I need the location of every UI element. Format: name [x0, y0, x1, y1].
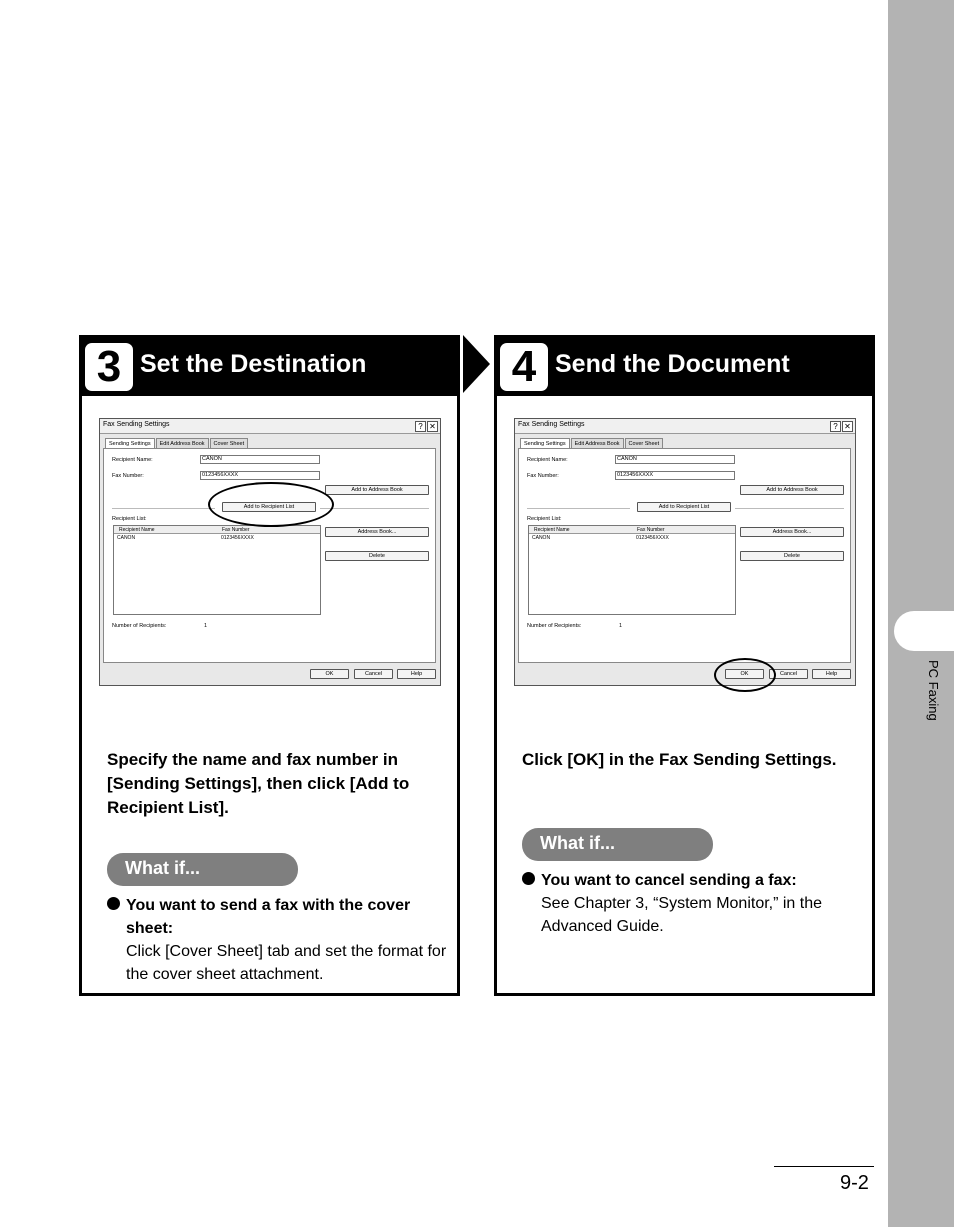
- step-3-whatif-badge: [107, 853, 298, 886]
- bullet-heading: You want to send a fax with the cover sheet:: [126, 897, 411, 937]
- step-arrow-icon: [463, 335, 490, 393]
- highlight-ellipse: [714, 658, 776, 692]
- tab-sending-settings[interactable]: Sending Settings: [520, 438, 570, 449]
- chapter-tab: [894, 611, 954, 651]
- step-3-instruction: Specify the name and fax number in [Sending Settings], then click [Add to Recipient List].: [107, 750, 410, 817]
- cancel-button[interactable]: Cancel: [354, 669, 393, 679]
- step-3-bullet: [107, 894, 447, 986]
- divider: [320, 508, 429, 509]
- delete-button[interactable]: Delete: [325, 551, 429, 561]
- recipient-list[interactable]: [113, 525, 321, 615]
- tab-edit-address-book[interactable]: Edit Address Book: [571, 438, 624, 449]
- list-header: [529, 526, 735, 534]
- row-fax-number: 0123456XXXX: [221, 535, 254, 541]
- address-book-button[interactable]: Address Book...: [325, 527, 429, 537]
- bullet-body: See Chapter 3, “System Monitor,” in the Advanced Guide.: [541, 895, 823, 935]
- recipient-name-input[interactable]: CANON: [615, 455, 735, 464]
- tab-edit-address-book[interactable]: Edit Address Book: [156, 438, 209, 449]
- row-recipient-name: CANON: [117, 535, 136, 541]
- add-to-recipient-list-button[interactable]: Add to Recipient List: [637, 502, 731, 512]
- dialog-title: Fax Sending Settings: [103, 421, 170, 428]
- delete-button[interactable]: Delete: [740, 551, 844, 561]
- step-3-number: 3: [85, 343, 133, 391]
- col-recipient-name[interactable]: Recipient Name: [534, 527, 570, 533]
- help-icon[interactable]: ?: [415, 421, 426, 432]
- dialog-title: Fax Sending Settings: [518, 421, 585, 428]
- step-4-header: [497, 338, 872, 396]
- fax-settings-dialog-step3: [99, 418, 441, 686]
- num-recipients-value: 1: [204, 623, 208, 629]
- divider: [735, 508, 844, 509]
- step-4-whatif-badge: [522, 828, 713, 861]
- fax-number-label: Fax Number:: [112, 473, 144, 479]
- bullet-icon: [107, 897, 120, 910]
- cancel-button[interactable]: Cancel: [769, 669, 808, 679]
- page-number-rule: [774, 1166, 874, 1167]
- step-4-instruction: Click [OK] in the Fax Sending Settings.: [522, 750, 837, 769]
- step-4-bullet: [522, 869, 862, 938]
- col-recipient-name[interactable]: Recipient Name: [119, 527, 155, 533]
- col-fax-number[interactable]: Fax Number: [222, 527, 250, 533]
- fax-number-input[interactable]: 0123456XXXX: [200, 471, 320, 480]
- close-icon[interactable]: ✕: [427, 421, 438, 432]
- recipient-name-input[interactable]: CANON: [200, 455, 320, 464]
- step-3-title: Set the Destination: [140, 350, 367, 378]
- num-recipients-label: Number of Recipients:: [112, 623, 167, 629]
- tab-cover-sheet[interactable]: Cover Sheet: [210, 438, 249, 449]
- close-icon[interactable]: ✕: [842, 421, 853, 432]
- recipient-name-label: Recipient Name:: [112, 457, 153, 463]
- table-row[interactable]: [529, 535, 735, 542]
- list-header: [114, 526, 320, 534]
- divider: [112, 508, 215, 509]
- fax-number-label: Fax Number:: [527, 473, 559, 479]
- table-row[interactable]: [114, 535, 320, 542]
- num-recipients-value: 1: [619, 623, 623, 629]
- tab-sending-settings[interactable]: Sending Settings: [105, 438, 155, 449]
- step-3-header: [82, 338, 457, 396]
- help-button[interactable]: Help: [397, 669, 436, 679]
- add-to-address-book-button[interactable]: Add to Address Book: [740, 485, 844, 495]
- help-button[interactable]: Help: [812, 669, 851, 679]
- divider: [527, 508, 630, 509]
- step-4-number: 4: [500, 343, 548, 391]
- dialog-body: [518, 448, 851, 663]
- address-book-button[interactable]: Address Book...: [740, 527, 844, 537]
- chapter-tab-label: PC Faxing: [926, 660, 941, 721]
- whatif-label: What if...: [125, 858, 200, 878]
- highlight-ellipse: [208, 482, 334, 527]
- recipient-list-label: Recipient List:: [527, 516, 562, 522]
- bullet-heading: You want to cancel sending a fax:: [541, 872, 797, 889]
- row-fax-number: 0123456XXXX: [636, 535, 669, 541]
- step-4-title: Send the Document: [555, 350, 790, 378]
- help-icon[interactable]: ?: [830, 421, 841, 432]
- add-to-address-book-button[interactable]: Add to Address Book: [325, 485, 429, 495]
- dialog-titlebar: [515, 419, 855, 434]
- recipient-list[interactable]: [528, 525, 736, 615]
- dialog-body: [103, 448, 436, 663]
- bullet-body: Click [Cover Sheet] tab and set the format for the cover sheet attachment.: [126, 943, 447, 983]
- step-3-panel: [79, 335, 460, 996]
- row-recipient-name: CANON: [532, 535, 551, 541]
- tab-cover-sheet[interactable]: Cover Sheet: [625, 438, 664, 449]
- fax-settings-dialog-step4: [514, 418, 856, 686]
- ok-button[interactable]: OK: [725, 669, 764, 679]
- ok-button[interactable]: OK: [310, 669, 349, 679]
- dialog-titlebar: [100, 419, 440, 434]
- recipient-list-label: Recipient List:: [112, 516, 147, 522]
- col-fax-number[interactable]: Fax Number: [637, 527, 665, 533]
- fax-number-input[interactable]: 0123456XXXX: [615, 471, 735, 480]
- bullet-icon: [522, 872, 535, 885]
- num-recipients-label: Number of Recipients:: [527, 623, 582, 629]
- page-number: 9-2: [840, 1172, 869, 1194]
- recipient-name-label: Recipient Name:: [527, 457, 568, 463]
- step-4-panel: [494, 335, 875, 996]
- add-to-recipient-list-button[interactable]: Add to Recipient List: [222, 502, 316, 512]
- whatif-label: What if...: [540, 833, 615, 853]
